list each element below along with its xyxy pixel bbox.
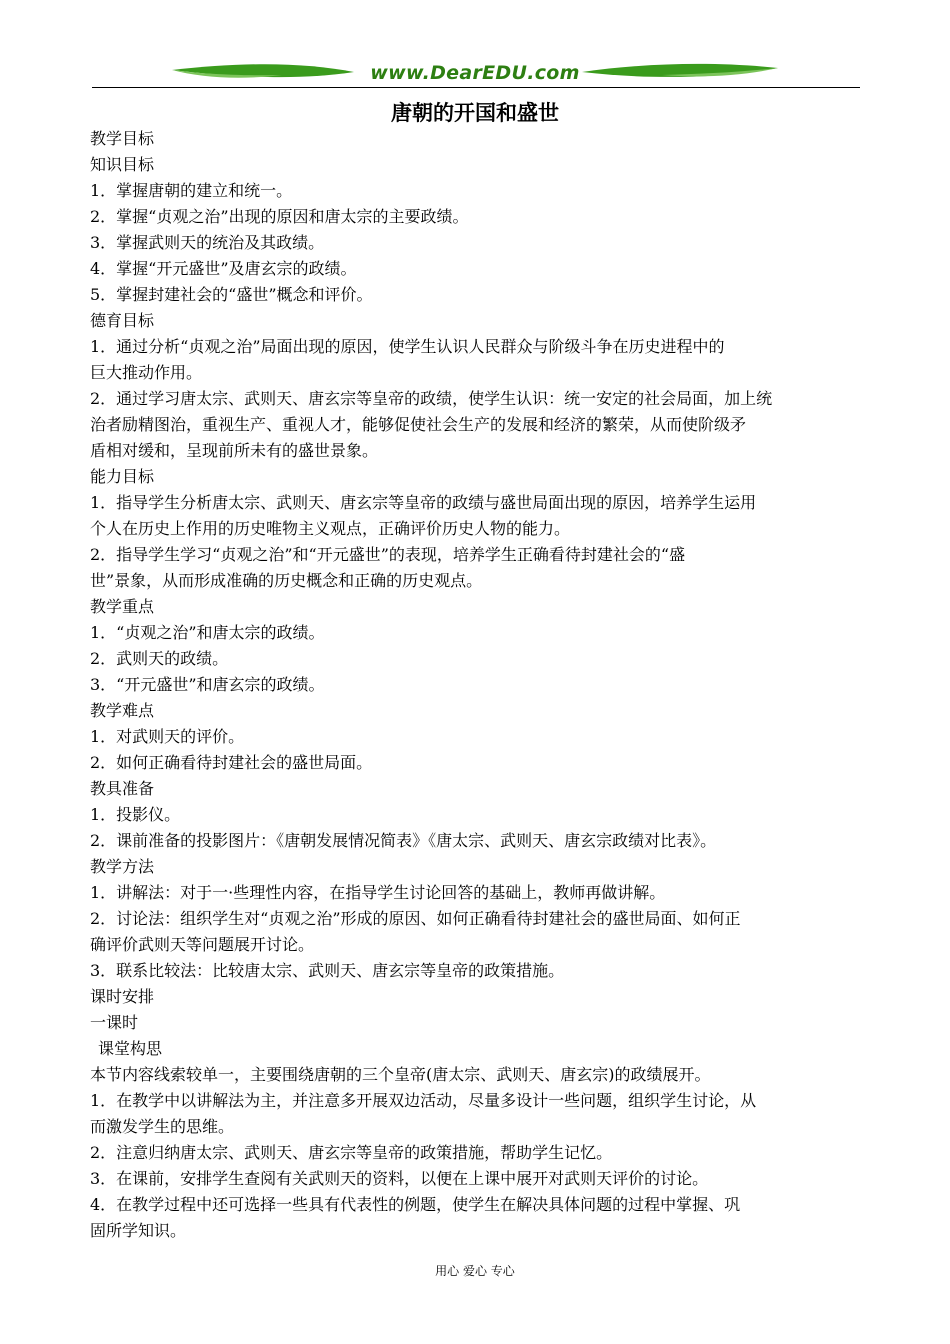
body-line: 个人在历史上作用的历史唯物主义观点，正确评价历史人物的能力。 — [90, 519, 571, 538]
body-line: 2．指导学生学习“贞观之治”和“开元盛世”的表现，培养学生正确看待封建社会的“盛 — [90, 545, 686, 564]
body-line: 1．讲解法：对于一·些理性内容，在指导学生讨论回答的基础上，教师再做讲解。 — [90, 883, 666, 902]
section-heading: 教学重点 — [90, 597, 155, 616]
section-heading: 教具准备 — [90, 779, 155, 798]
body-line: 1．指导学生分析唐太宗、武则天、唐玄宗等皇帝的政绩与盛世局面出现的原因，培养学生运用 — [90, 493, 757, 512]
body-line: 固所学知识。 — [90, 1221, 187, 1240]
body-line: 巨大推动作用。 — [90, 363, 203, 382]
body-line: 3．“开元盛世”和唐玄宗的政绩。 — [90, 675, 325, 694]
body-line: 4．掌握“开元盛世”及唐玄宗的政绩。 — [90, 259, 357, 278]
body-line: 盾相对缓和，呈现前所未有的盛世景象。 — [90, 441, 379, 460]
body-line: 而激发学生的思维。 — [90, 1117, 235, 1136]
body-line: 5．掌握封建社会的“盛世”概念和评价。 — [90, 285, 373, 304]
body-line: 本节内容线索较单一，主要围绕唐朝的三个皇帝(唐太宗、武则天、唐玄宗)的政绩展开。 — [90, 1065, 711, 1084]
body-line: 1．通过分析“贞观之治”局面出现的原因，使学生认识人民群众与阶级斗争在历史进程中的 — [90, 337, 725, 356]
body-line: 确评价武则天等问题展开讨论。 — [90, 935, 315, 954]
section-heading: 教学目标 — [90, 129, 155, 148]
body-line: 治者励精图治，重视生产、重视人才，能够促使社会生产的发展和经济的繁荣，从而使阶级矛 — [90, 415, 747, 434]
body-line: 1．掌握唐朝的建立和统一。 — [90, 181, 293, 200]
body-line: 4．在教学过程中还可选择一些具有代表性的例题，使学生在解决具体问题的过程中掌握、巩 — [90, 1195, 741, 1214]
page-footer: 用心 爱心 专心 — [435, 1264, 515, 1278]
section-heading: 课堂构思 — [98, 1039, 163, 1058]
body-line: 2．通过学习唐太宗、武则天、唐玄宗等皇帝的政绩，使学生认识：统一安定的社会局面，加上统 — [90, 389, 773, 408]
header-divider — [92, 87, 860, 88]
body-line: 2．注意归纳唐太宗、武则天、唐玄宗等皇帝的政策措施，帮助学生记忆。 — [90, 1143, 613, 1162]
body-line: 一课时 — [90, 1013, 139, 1032]
body-line: 世”景象，从而形成准确的历史概念和正确的历史观点。 — [90, 571, 483, 590]
body-line: 2．武则天的政绩。 — [90, 649, 229, 668]
body-line: 2．课前准备的投影图片：《唐朝发展情况简表》《唐太宗、武则天、唐玄宗政绩对比表》。 — [90, 831, 717, 850]
body-line: 3．在课前，安排学生查阅有关武则天的资料，以便在上课中展开对武则天评价的讨论。 — [90, 1169, 709, 1188]
subsection-heading: 知识目标 — [90, 155, 155, 174]
body-line: 1．在教学中以讲解法为主，并注意多开展双边活动，尽量多设计一些问题，组织学生讨论，从 — [90, 1091, 757, 1110]
body-line: 2．如何正确看待封建社会的盛世局面。 — [90, 753, 373, 772]
section-heading: 教学难点 — [90, 701, 155, 720]
site-logo-text[interactable]: www.DearEDU.com — [370, 62, 580, 84]
body-line: 1．对武则天的评价。 — [90, 727, 245, 746]
body-line: 2．掌握“贞观之治”出现的原因和唐太宗的主要政绩。 — [90, 207, 469, 226]
body-line: 3．掌握武则天的统治及其政绩。 — [90, 233, 325, 252]
section-heading: 教学方法 — [90, 857, 155, 876]
body-line: 1．投影仪。 — [90, 805, 181, 824]
document-title: 唐朝的开国和盛世 — [391, 101, 559, 125]
subsection-heading: 德育目标 — [90, 311, 155, 330]
body-line: 1．“贞观之治”和唐太宗的政绩。 — [90, 623, 325, 642]
document-body — [90, 126, 866, 1244]
body-line: 2．讨论法：组织学生对“贞观之治”形成的原因、如何正确看待封建社会的盛世局面、如何正 — [90, 909, 741, 928]
subsection-heading: 能力目标 — [90, 467, 155, 486]
section-heading: 课时安排 — [90, 987, 155, 1006]
body-line: 3．联系比较法：比较唐太宗、武则天、唐玄宗等皇帝的政策措施。 — [90, 961, 565, 980]
